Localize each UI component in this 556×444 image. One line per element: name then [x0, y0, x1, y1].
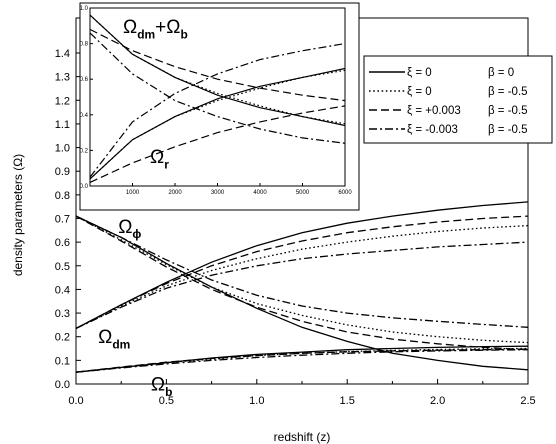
y-tick-label: 0.0	[54, 379, 70, 391]
legend-entry-xi: ξ = 0	[407, 67, 432, 79]
y-tick-label: 0.5	[54, 260, 70, 273]
series-line-phi	[76, 216, 528, 350]
legend-entry-xi: ξ = -0.003	[407, 124, 458, 136]
x-tick-label: 0.5	[158, 395, 175, 407]
y-tick-label: 0.1	[54, 355, 70, 368]
legend-entry-beta: β = -0.5	[488, 86, 528, 98]
y-tick-label: 0.9	[54, 166, 70, 179]
inset-plot	[80, 3, 359, 210]
x-tick-label: 1.0	[249, 395, 265, 407]
legend	[364, 56, 552, 143]
x-tick-label: 1.5	[339, 395, 355, 407]
x-axis-title: redshift (z)	[273, 430, 331, 444]
legend-entry-beta: β = 0	[488, 67, 515, 79]
omega-r-label: $\Omega_r$	[150, 147, 169, 172]
legend-entry-beta: β = -0.5	[488, 105, 528, 117]
omega-dm-plus-b-label: $\Omega_{dm}+\Omega_b$	[123, 17, 188, 42]
y-tick-label: 0.8	[54, 189, 70, 202]
inset-y-tick-label: 0.8	[79, 41, 88, 48]
y-tick-label: 0.4	[54, 284, 70, 297]
y-tick-label: 1.1	[54, 118, 70, 131]
x-tick-label: 2.0	[429, 395, 446, 407]
y-tick-label: 1.3	[54, 71, 70, 84]
inset-y-tick-label: 0.0	[79, 184, 88, 190]
y-tick-label: 1.2	[54, 95, 70, 108]
x-tick-label: 0.0	[68, 395, 84, 407]
y-tick-label: 0.6	[54, 237, 70, 250]
inset-x-tick-label: 5000	[295, 190, 310, 196]
x-tick-label: 2.5	[520, 395, 536, 407]
inset-y-tick-label: 0.6	[79, 77, 88, 84]
y-tick-label: 1.0	[54, 142, 70, 155]
inset-x-tick-label: 6000	[338, 190, 352, 196]
omega-dm-label: $\Omega_{dm}$	[98, 327, 131, 352]
y-tick-label: 1.4	[54, 48, 70, 60]
y-tick-label: 0.7	[54, 213, 70, 226]
legend-entry-beta: β = -0.5	[488, 124, 528, 136]
inset-x-tick-label: 4000	[253, 190, 267, 196]
inset-y-tick-label: 0.2	[79, 148, 88, 155]
y-axis-title: density parameters (Ω)	[11, 153, 25, 277]
inset-x-tick-label: 1000	[125, 190, 140, 196]
inset-x-tick-label: 3000	[210, 190, 225, 196]
omega-b-label: $\Omega_b$	[150, 374, 173, 400]
y-tick-label: 0.2	[54, 331, 70, 344]
omega-phi-label: $\Omega_\phi$	[118, 216, 142, 242]
inset-background	[80, 3, 359, 210]
y-tick-label: 0.3	[54, 308, 70, 321]
inset-y-tick-label: 1.0	[79, 6, 88, 12]
inset-y-tick-label: 0.4	[79, 112, 88, 119]
inset-x-tick-label: 2000	[168, 190, 182, 196]
series-line-phi	[76, 216, 528, 343]
legend-entry-xi: ξ = +0.003	[407, 105, 461, 117]
legend-entry-xi: ξ = 0	[407, 86, 432, 98]
